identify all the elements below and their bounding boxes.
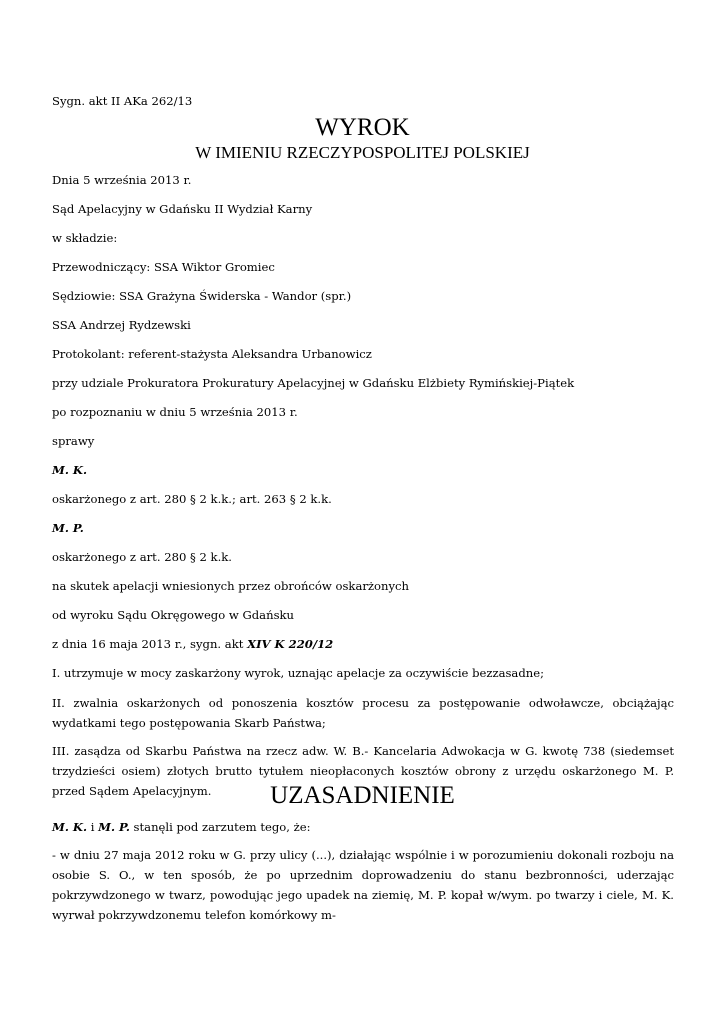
intro-defendant-1: M. K. xyxy=(52,820,88,834)
charge-2: oskarżonego z art. 280 § 2 k.k. xyxy=(52,550,232,564)
lower-court: od wyroku Sądu Okręgowego w Gdańsku xyxy=(52,608,295,622)
justification-title: UZASADNIENIE xyxy=(270,782,455,809)
case-label: sprawy xyxy=(52,434,95,448)
judgment-date: Dnia 5 września 2013 r. xyxy=(52,173,192,187)
judgment-title: WYROK xyxy=(315,114,410,141)
judges: Sędziowie: SSA Grażyna Świderska - Wandor (spr.) xyxy=(52,289,352,303)
court-name: Sąd Apelacyjny w Gdańsku II Wydział Karny xyxy=(52,202,313,216)
prosecutor: przy udziale Prokuratora Prokuratury Apelacyjnej w Gdańsku Elżbiety Rymińskiej-Piątek xyxy=(52,376,575,390)
judgment-subtitle: W IMIENIU RZECZYPOSPOLITEJ POLSKIEJ xyxy=(195,143,530,162)
composition-label: w składzie: xyxy=(52,231,118,245)
ruling-point-2: II. zwalnia oskarżonych od ponoszenia kosztów procesu za postępowanie odwoławcze, obciążając wydatkami tego postępowania Skarb Państwa; xyxy=(52,696,674,730)
lower-date-prefix: z dnia 16 maja 2013 r., sygn. akt xyxy=(52,637,248,651)
lower-case-number: XIV K 220/12 xyxy=(247,637,334,651)
lower-court-date xyxy=(52,635,674,654)
hearing-date: po rozpoznaniu w dniu 5 września 2013 r. xyxy=(52,405,298,419)
ruling-point-1: I. utrzymuje w mocy zaskarżony wyrok, uznając apelacje za oczywiście bezzasadne; xyxy=(52,666,545,680)
intro-defendant-2: M. P. xyxy=(98,820,130,834)
ruling-point-3: III. zasądza od Skarbu Państwa na rzecz adw. W. B.- Kancelaria Adwokacja w G. kwotę 738 (siedemset trzydzieści osiem) złotych brutto tytułem nieopłaconych kosztów obrony z urzędu oskarżonego M. P. przed Sądem Apelacyjnym. xyxy=(52,744,674,798)
court-clerk: Protokolant: referent-stażysta Aleksandra Urbanowicz xyxy=(52,347,372,361)
justification-paragraph: - w dniu 27 maja 2012 roku w G. przy ulicy (...), działając wspólnie i w porozumieniu dokonali rozboju na osobie S. O., w ten sposób, że po uprzednim doprowadzeniu do stanu bezbronności, uderzając pokrzywdzonego w twarz, powodując jego upadek na ziemię, M. P. kopał w/wym. po twarzy i ciele, M. K. wyrwał pokrzywdzonemu telefon komórkowy m- xyxy=(52,848,674,922)
justification-intro xyxy=(52,818,674,837)
intro-and: i xyxy=(87,820,99,834)
chair-judge: Przewodniczący: SSA Wiktor Gromiec xyxy=(52,260,275,274)
case-signature: Sygn. akt II AKa 262/13 xyxy=(52,94,193,108)
intro-rest: stanęli pod zarzutem tego, że: xyxy=(129,820,311,834)
defendant-1: M. K. xyxy=(52,463,88,477)
appeal-basis: na skutek apelacji wniesionych przez obrońców oskarżonych xyxy=(52,579,409,593)
defendant-2: M. P. xyxy=(52,521,84,535)
judge-2: SSA Andrzej Rydzewski xyxy=(52,318,191,332)
charge-1: oskarżonego z art. 280 § 2 k.k.; art. 263 § 2 k.k. xyxy=(52,492,332,506)
